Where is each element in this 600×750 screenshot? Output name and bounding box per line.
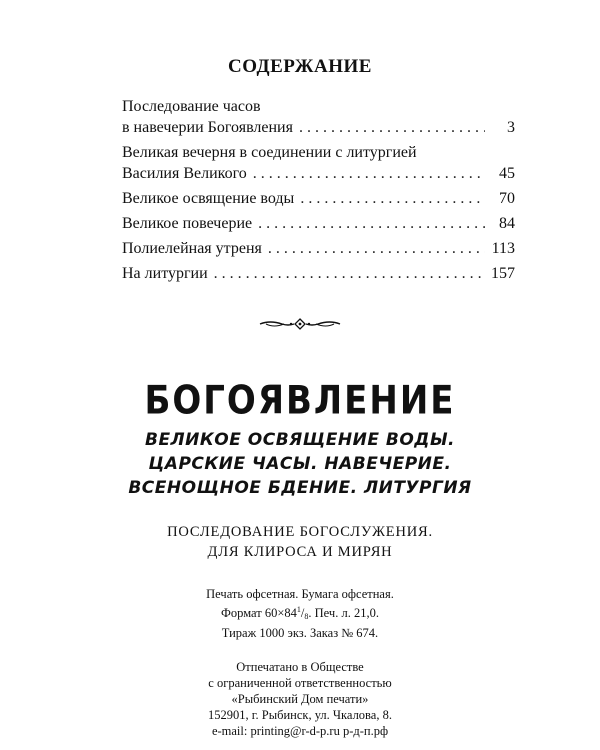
format-suffix: . Печ. л. 21,0. (308, 606, 379, 620)
imprint-format-line (0, 602, 600, 625)
toc-leader-dots (299, 117, 485, 138)
toc-entry-line (122, 117, 515, 138)
printer-line: «Рыбинский Дом печати» (231, 692, 369, 706)
book-description (0, 522, 600, 562)
toc-entry (122, 263, 515, 284)
toc-entry-title: Полиелейная утреня (122, 240, 262, 257)
toc-entry-line (122, 263, 515, 284)
printer-line: Отпечатано в Обществе (236, 660, 364, 674)
toc-entry-title: в навечерии Богоявления (122, 119, 293, 136)
ornament-divider-icon (258, 317, 342, 331)
toc-entry-title: Василия Великого (122, 165, 247, 182)
toc-entry-line (122, 188, 515, 209)
table-of-contents (122, 96, 515, 288)
toc-entry (122, 213, 515, 234)
imprint-print-line: Печать офсетная. Бумага офсетная. (206, 587, 394, 601)
format-superscript: 1 (296, 605, 301, 614)
toc-entry-line (122, 163, 515, 184)
book-subtitle (0, 428, 600, 500)
description-line: ДЛЯ КЛИРОСА И МИРЯН (207, 544, 393, 560)
toc-entry (122, 188, 515, 209)
toc-page-number: 157 (491, 265, 515, 282)
format-prefix: Формат 60×84 (221, 606, 297, 620)
toc-entry-title: Великое повечерие (122, 215, 253, 232)
toc-page-number: 113 (491, 240, 515, 257)
toc-entry (122, 96, 515, 138)
format-slash: / (300, 606, 305, 620)
printer-contact-line: e-mail: printing@r-d-p.ru р-д-п.рф (211, 724, 389, 738)
toc-page-number: 70 (499, 190, 515, 207)
book-title: БОГОЯВЛЕНИЕ (144, 378, 456, 424)
toc-leader-dots (258, 213, 485, 234)
subtitle-line: ВЕЛИКОЕ ОСВЯЩЕНИЕ ВОДЫ. (144, 430, 456, 450)
subtitle-line: ЦАРСКИЕ ЧАСЫ. НАВЕЧЕРИЕ. (148, 454, 452, 474)
toc-leader-dots (300, 188, 485, 209)
toc-entry-line: Последование часов (122, 98, 261, 115)
toc-leader-dots (253, 163, 485, 184)
toc-page-number: 3 (507, 119, 515, 136)
toc-heading: СОДЕРЖАНИЕ (228, 56, 372, 77)
imprint-block (0, 586, 600, 739)
toc-leader-dots (214, 263, 485, 284)
toc-entry (122, 142, 515, 184)
format-subscript: 8 (304, 612, 309, 621)
toc-entry-title: На литургии (122, 265, 208, 282)
toc-entry-line (122, 213, 515, 234)
toc-leader-dots (268, 238, 485, 259)
toc-entry-title: Великое освящение воды (122, 190, 295, 207)
subtitle-line: ВСЕНОЩНОЕ БДЕНИЕ. ЛИТУРГИЯ (128, 478, 472, 498)
printer-line: 152901, г. Рыбинск, ул. Чкалова, 8. (208, 708, 392, 722)
toc-entry-line: Великая вечерня в соединении с литургией (122, 144, 417, 161)
toc-entry (122, 238, 515, 259)
printer-line: с ограниченной ответственностью (208, 676, 392, 690)
imprint-run-line: Тираж 1000 экз. Заказ № 674. (221, 626, 379, 640)
description-line: ПОСЛЕДОВАНИЕ БОГОСЛУЖЕНИЯ. (167, 524, 433, 540)
toc-page-number: 84 (499, 215, 515, 232)
toc-page-number: 45 (499, 165, 515, 182)
toc-entry-line (122, 238, 515, 259)
